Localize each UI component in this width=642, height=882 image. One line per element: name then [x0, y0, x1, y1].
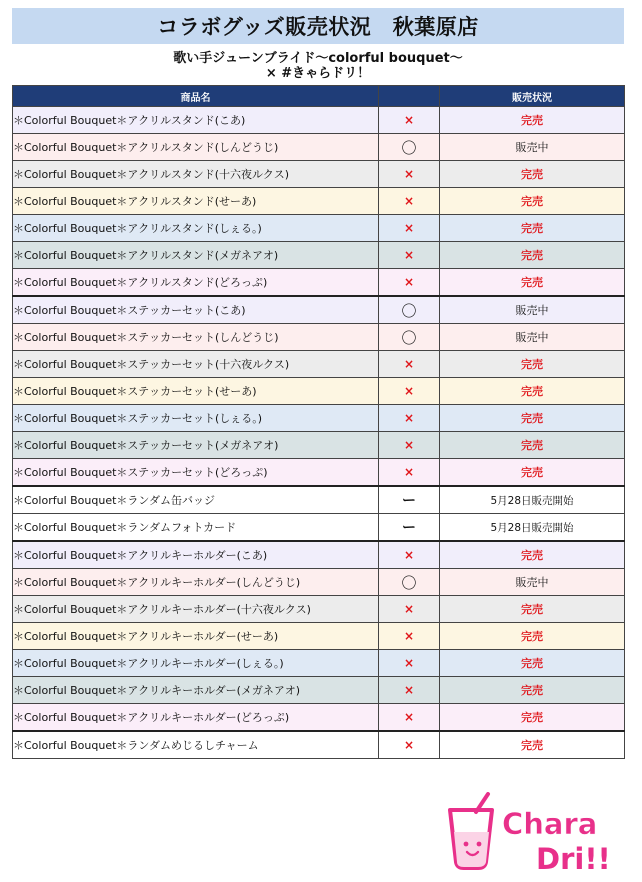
sales-status-cell: 完売 — [440, 704, 625, 732]
sales-status-cell: 完売 — [440, 650, 625, 677]
product-name-cell: ＊Colorful Bouquet＊アクリルスタンド(しんどうじ) — [13, 134, 379, 161]
table-row — [13, 486, 625, 514]
product-name-cell: ＊Colorful Bouquet＊ステッカーセット(どろっぷ) — [13, 459, 379, 487]
product-name-cell: ＊Colorful Bouquet＊ステッカーセット(しんどうじ) — [13, 324, 379, 351]
availability-mark-cell: × — [379, 541, 440, 569]
availability-mark-cell: × — [379, 215, 440, 242]
sales-status-cell: 完売 — [440, 731, 625, 759]
availability-mark-cell: × — [379, 269, 440, 297]
availability-mark-cell: ー — [379, 514, 440, 542]
availability-mark-cell: × — [379, 107, 440, 134]
sales-status-cell: 完売 — [440, 269, 625, 297]
availability-mark-cell: × — [379, 650, 440, 677]
availability-mark-cell: × — [379, 596, 440, 623]
table-row — [13, 242, 625, 269]
table-row — [13, 296, 625, 324]
availability-mark-cell: × — [379, 704, 440, 732]
logo-line2: Dri!! — [536, 842, 611, 876]
product-name-cell: ＊Colorful Bouquet＊アクリルスタンド(十六夜ルクス) — [13, 161, 379, 188]
product-name-cell: ＊Colorful Bouquet＊アクリルキーホルダー(メガネアオ) — [13, 677, 379, 704]
sales-status-cell: 完売 — [440, 596, 625, 623]
product-name-cell: ＊Colorful Bouquet＊ステッカーセット(十六夜ルクス) — [13, 351, 379, 378]
availability-mark-cell: 〇 — [379, 324, 440, 351]
product-name-cell: ＊Colorful Bouquet＊ランダム缶バッジ — [13, 486, 379, 514]
charadri-logo — [440, 792, 632, 876]
table-row — [13, 650, 625, 677]
table-row — [13, 432, 625, 459]
availability-mark-cell: × — [379, 242, 440, 269]
product-name-cell: ＊Colorful Bouquet＊ランダムめじるしチャーム — [13, 731, 379, 759]
sales-status-cell: 完売 — [440, 188, 625, 215]
sales-status-cell: 完売 — [440, 107, 625, 134]
sales-status-cell: 販売中 — [440, 134, 625, 161]
table-row — [13, 596, 625, 623]
availability-mark-cell: × — [379, 378, 440, 405]
availability-mark-cell: × — [379, 731, 440, 759]
product-name-cell: ＊Colorful Bouquet＊アクリルキーホルダー(こあ) — [13, 541, 379, 569]
table-row — [13, 731, 625, 759]
sales-status-cell: 完売 — [440, 161, 625, 188]
subtitle-line2: × #きゃらドリ！ — [265, 66, 371, 81]
cup-icon — [450, 794, 492, 868]
availability-mark-cell: × — [379, 459, 440, 487]
table-row — [13, 405, 625, 432]
availability-mark-cell: 〇 — [379, 296, 440, 324]
sales-status-cell: 完売 — [440, 215, 625, 242]
table-row — [13, 215, 625, 242]
table-row — [13, 677, 625, 704]
sales-status-cell: 完売 — [440, 459, 625, 487]
availability-mark-cell: 〇 — [379, 134, 440, 161]
sales-status-cell: 完売 — [440, 432, 625, 459]
availability-mark-cell: × — [379, 432, 440, 459]
product-name-cell: ＊Colorful Bouquet＊ステッカーセット(しぇる。) — [13, 405, 379, 432]
table-row — [13, 623, 625, 650]
sales-status-cell: 販売中 — [440, 324, 625, 351]
table-row — [13, 324, 625, 351]
table-row — [13, 107, 625, 134]
product-name-cell: ＊Colorful Bouquet＊アクリルキーホルダー(しぇる。) — [13, 650, 379, 677]
availability-mark-cell: 〇 — [379, 569, 440, 596]
availability-mark-cell: × — [379, 623, 440, 650]
logo-line1: Chara — [502, 807, 598, 841]
product-name-cell: ＊Colorful Bouquet＊アクリルキーホルダー(どろっぷ) — [13, 704, 379, 732]
sales-status-cell: 完売 — [440, 378, 625, 405]
sales-status-cell: 完売 — [440, 242, 625, 269]
product-name-cell: ＊Colorful Bouquet＊アクリルスタンド(メガネアオ) — [13, 242, 379, 269]
sales-status-cell: 販売中 — [440, 296, 625, 324]
product-name-cell: ＊Colorful Bouquet＊アクリルスタンド(こあ) — [13, 107, 379, 134]
page-title: コラボグッズ販売状況 秋葉原店 — [12, 8, 624, 44]
product-name-cell: ＊Colorful Bouquet＊ランダムフォトカード — [13, 514, 379, 542]
table-row — [13, 459, 625, 487]
table-row — [13, 351, 625, 378]
header-availability — [379, 86, 440, 107]
availability-mark-cell: × — [379, 188, 440, 215]
table-row — [13, 378, 625, 405]
header-sales-status: 販売状況 — [440, 86, 625, 107]
availability-mark-cell: × — [379, 405, 440, 432]
product-name-cell: ＊Colorful Bouquet＊アクリルスタンド(しぇる。) — [13, 215, 379, 242]
product-name-cell: ＊Colorful Bouquet＊アクリルキーホルダー(しんどうじ) — [13, 569, 379, 596]
sales-status-cell: 完売 — [440, 677, 625, 704]
table-row — [13, 161, 625, 188]
table-row — [13, 188, 625, 215]
availability-mark-cell: × — [379, 677, 440, 704]
subtitle-line1: 歌い手ジューンブライド～colorful bouquet～ — [173, 51, 463, 66]
sales-status-cell: 販売中 — [440, 569, 625, 596]
sales-status-cell: 5月28日販売開始 — [440, 486, 625, 514]
table-row — [13, 134, 625, 161]
table-row — [13, 704, 625, 732]
subtitle — [12, 51, 624, 81]
table-row — [13, 569, 625, 596]
product-name-cell: ＊Colorful Bouquet＊アクリルスタンド(どろっぷ) — [13, 269, 379, 297]
table-row — [13, 541, 625, 569]
sales-status-table — [12, 85, 625, 759]
header-product-name: 商品名 — [13, 86, 379, 107]
product-name-cell: ＊Colorful Bouquet＊アクリルキーホルダー(せーあ) — [13, 623, 379, 650]
product-name-cell: ＊Colorful Bouquet＊アクリルキーホルダー(十六夜ルクス) — [13, 596, 379, 623]
availability-mark-cell: ー — [379, 486, 440, 514]
sales-status-cell: 完売 — [440, 623, 625, 650]
table-body — [13, 107, 625, 759]
sales-status-cell: 5月28日販売開始 — [440, 514, 625, 542]
availability-mark-cell: × — [379, 161, 440, 188]
table-header-row — [13, 86, 625, 107]
sales-status-cell: 完売 — [440, 351, 625, 378]
sales-status-cell: 完売 — [440, 405, 625, 432]
product-name-cell: ＊Colorful Bouquet＊ステッカーセット(せーあ) — [13, 378, 379, 405]
product-name-cell: ＊Colorful Bouquet＊ステッカーセット(メガネアオ) — [13, 432, 379, 459]
availability-mark-cell: × — [379, 351, 440, 378]
product-name-cell: ＊Colorful Bouquet＊ステッカーセット(こあ) — [13, 296, 379, 324]
table-row — [13, 269, 625, 297]
table-row — [13, 514, 625, 542]
sales-status-cell: 完売 — [440, 541, 625, 569]
product-name-cell: ＊Colorful Bouquet＊アクリルスタンド(せーあ) — [13, 188, 379, 215]
